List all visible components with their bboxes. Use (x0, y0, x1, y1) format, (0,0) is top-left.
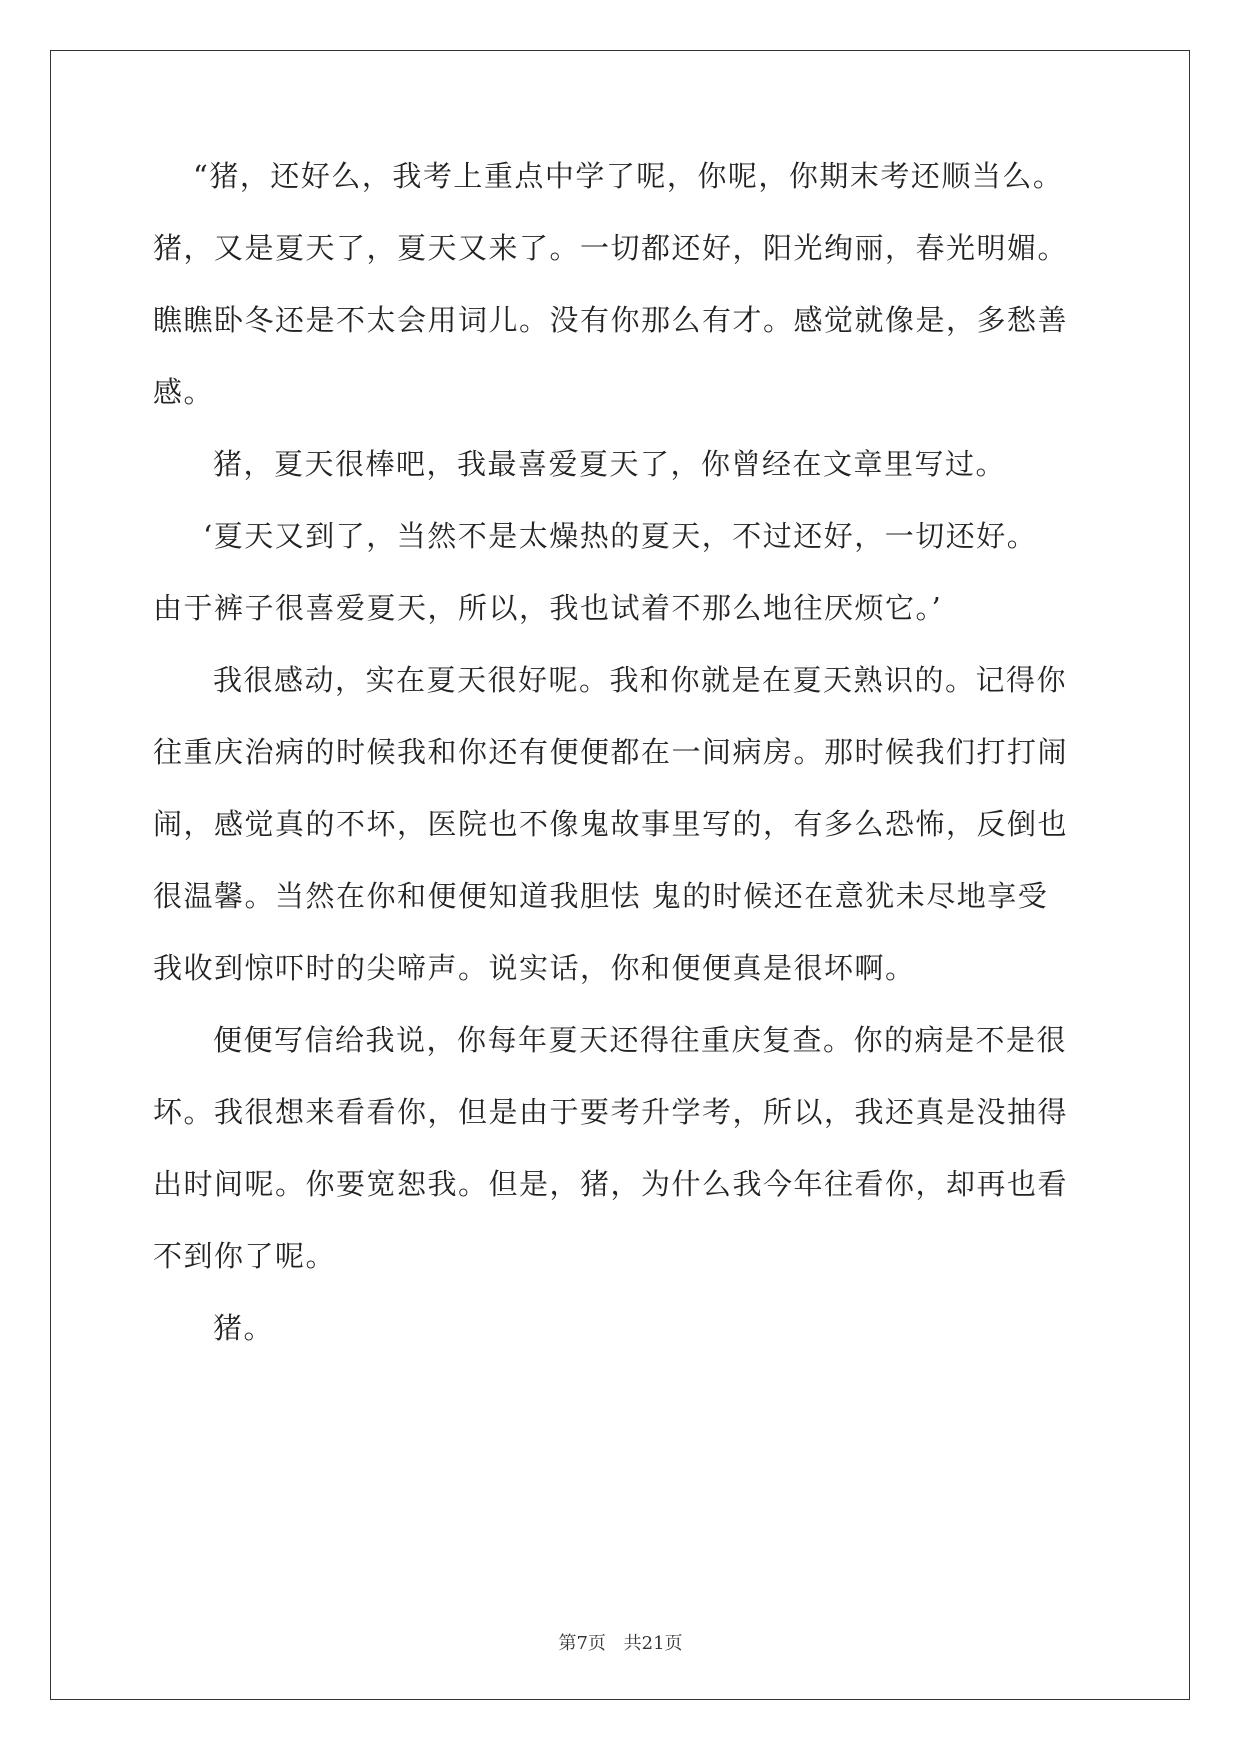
text-line: 瞧瞧卧冬还是不太会用词儿。没有你那么有才。感觉就像是，多愁善 (153, 303, 1069, 337)
text-line: 我很感动，实在夏天很好呢。我和你就是在夏天熟识的。记得你 (213, 663, 1068, 697)
text-line: “猪，还好么，我考上重点中学了呢，你呢，你期末考还顺当么。 (193, 159, 1064, 193)
page-number-current: 第7页 (558, 1633, 606, 1654)
text-line: 猪，又是夏天了，夏天又来了。一切都还好，阳光绚丽，春光明媚。 (153, 231, 1069, 265)
text-line: 由于裤子很喜爱夏天，所以，我也试着不那么地往厌烦它。’ (153, 591, 943, 625)
page-footer (0, 1632, 1241, 1656)
text-line: 猪。 (213, 1311, 275, 1345)
text-line: 不到你了呢。 (153, 1239, 337, 1273)
text-line: 出时间呢。你要宽恕我。但是，猪，为什么我今年往看你，却再也看 (153, 1167, 1069, 1201)
page-border (50, 50, 1190, 1700)
text-line: 往重庆治病的时候我和你还有便便都在一间病房。那时候我们打打闹 (153, 735, 1069, 769)
text-line: 我收到惊吓时的尖啼声。说实话，你和便便真是很坏啊。 (153, 951, 916, 985)
text-line: 猪，夏天很棒吧，我最喜爱夏天了，你曾经在文章里写过。 (213, 447, 1007, 481)
text-line: 便便写信给我说，你每年夏天还得往重庆复查。你的病是不是很 (213, 1023, 1068, 1057)
text-line: 闹，感觉真的不坏，医院也不像鬼故事里写的，有多么恐怖，反倒也 (153, 807, 1069, 841)
text-line: 坏。我很想来看看你，但是由于要考升学考，所以，我还真是没抽得 (153, 1095, 1069, 1129)
page-number-total: 共21页 (623, 1633, 683, 1654)
text-line: 很温馨。当然在你和便便知道我胆怯 鬼的时候还在意犹未尽地享受 (153, 879, 1049, 913)
text-line: ‘夏天又到了，当然不是太燥热的夏天，不过还好，一切还好。 (203, 519, 1038, 553)
text-line: 感。 (153, 375, 215, 409)
